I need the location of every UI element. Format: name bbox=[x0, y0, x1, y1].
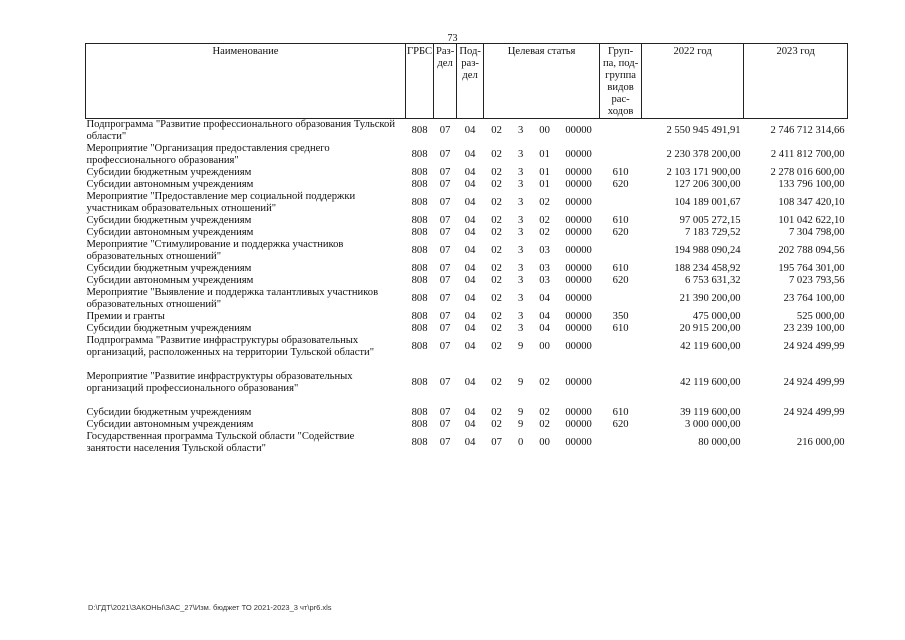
cell-podrazdel: 04 bbox=[464, 167, 476, 178]
budget-table bbox=[85, 43, 848, 455]
cell-amount-2023: 23 239 100,00 bbox=[783, 323, 845, 334]
row-name: Мероприятие "Стимулирование и поддержка участников образовательных отношений" bbox=[86, 239, 344, 262]
header-razdel: Раз- дел bbox=[434, 44, 457, 119]
cell-target-subprogram: 3 bbox=[517, 197, 524, 208]
cell-amount-2022: 2 103 171 900,00 bbox=[666, 167, 741, 178]
cell-amount-2023: 24 924 499,99 bbox=[783, 407, 845, 418]
cell-amount-2022: 127 206 300,00 bbox=[674, 179, 741, 190]
cell-target-event: 03 bbox=[539, 245, 550, 256]
row-name: Субсидии бюджетным учреждениям bbox=[86, 167, 252, 178]
row-name: Мероприятие "Выявление и поддержка талантливых участников образовательных отношений" bbox=[86, 287, 379, 310]
table-row bbox=[86, 179, 848, 191]
cell-razdel: 07 bbox=[439, 227, 451, 238]
cell-grbs: 808 bbox=[411, 179, 428, 190]
cell-podrazdel: 04 bbox=[464, 407, 476, 418]
page-number: 73 bbox=[447, 33, 458, 44]
cell-amount-2023: 7 023 793,56 bbox=[788, 275, 845, 286]
table-header-row bbox=[86, 44, 848, 119]
row-name: Субсидии бюджетным учреждениям bbox=[86, 407, 252, 418]
cell-razdel: 07 bbox=[439, 179, 451, 190]
cell-grbs: 808 bbox=[411, 377, 428, 388]
table-row bbox=[86, 335, 848, 359]
table-row bbox=[86, 263, 848, 275]
cell-grbs: 808 bbox=[411, 125, 428, 136]
cell-razdel: 07 bbox=[439, 311, 451, 322]
cell-expense-group: 620 bbox=[612, 275, 629, 286]
cell-amount-2023: 24 924 499,99 bbox=[783, 341, 845, 352]
row-name: Субсидии бюджетным учреждениям bbox=[86, 215, 252, 226]
cell-target-event: 03 bbox=[539, 263, 550, 274]
cell-grbs: 808 bbox=[411, 293, 428, 304]
cell-amount-2023: 133 796 100,00 bbox=[778, 179, 845, 190]
cell-amount-2022: 6 753 631,32 bbox=[684, 275, 741, 286]
cell-amount-2022: 3 000 000,00 bbox=[684, 419, 741, 430]
cell-target-program: 07 bbox=[491, 437, 502, 448]
table-body bbox=[86, 119, 848, 456]
row-name: Субсидии автономным учреждениям bbox=[86, 227, 254, 238]
cell-grbs: 808 bbox=[411, 341, 428, 352]
cell-razdel: 07 bbox=[439, 419, 451, 430]
header-grbs: ГРБС bbox=[406, 44, 434, 119]
cell-grbs: 808 bbox=[411, 311, 428, 322]
header-podrazdel: Под- раз- дел bbox=[457, 44, 484, 119]
cell-grbs: 808 bbox=[411, 149, 428, 160]
cell-target-subprogram: 0 bbox=[517, 437, 524, 448]
header-2022: 2022 год bbox=[642, 44, 744, 119]
cell-grbs: 808 bbox=[411, 263, 428, 274]
cell-amount-2023: 216 000,00 bbox=[796, 437, 845, 448]
cell-target-program: 02 bbox=[491, 311, 502, 322]
cell-target-subprogram: 3 bbox=[517, 125, 524, 136]
cell-amount-2022: 20 915 200,00 bbox=[679, 323, 741, 334]
row-name: Мероприятие "Организация предоставления среднего профессионального образования" bbox=[86, 143, 330, 166]
cell-target-code: 00000 bbox=[565, 311, 592, 322]
cell-expense-group: 610 bbox=[612, 215, 629, 226]
cell-target-subprogram: 9 bbox=[517, 341, 524, 352]
cell-expense-group bbox=[600, 335, 642, 359]
cell-expense-group bbox=[600, 143, 642, 167]
budget-table-container bbox=[85, 43, 848, 455]
row-name: Государственная программа Тульской области "Содействие занятости населения Тульской области" bbox=[86, 431, 355, 454]
cell-amount-2022: 188 234 458,92 bbox=[674, 263, 741, 274]
table-row bbox=[86, 311, 848, 323]
cell-razdel: 07 bbox=[439, 197, 451, 208]
cell-razdel: 07 bbox=[439, 263, 451, 274]
cell-target-subprogram: 3 bbox=[517, 275, 524, 286]
cell-expense-group: 610 bbox=[612, 167, 629, 178]
cell-podrazdel: 04 bbox=[464, 179, 476, 190]
cell-target-event: 02 bbox=[539, 197, 550, 208]
row-name: Субсидии бюджетным учреждениям bbox=[86, 323, 252, 334]
cell-target-code: 00000 bbox=[565, 179, 592, 190]
cell-target-subprogram: 3 bbox=[517, 215, 524, 226]
cell-target-subprogram: 3 bbox=[517, 293, 524, 304]
row-name: Подпрограмма "Развитие профессионального образования Тульской области" bbox=[86, 119, 395, 142]
cell-target-code: 00000 bbox=[565, 377, 592, 388]
cell-target-event: 03 bbox=[539, 275, 550, 286]
cell-amount-2023: 24 924 499,99 bbox=[783, 377, 845, 388]
cell-target-code: 00000 bbox=[565, 293, 592, 304]
cell-podrazdel: 04 bbox=[464, 341, 476, 352]
header-2023: 2023 год bbox=[744, 44, 848, 119]
cell-target-event: 02 bbox=[539, 407, 550, 418]
cell-target-subprogram: 9 bbox=[517, 377, 524, 388]
table-row bbox=[86, 431, 848, 455]
cell-amount-2023: 2 278 016 600,00 bbox=[770, 167, 845, 178]
cell-expense-group: 610 bbox=[612, 323, 629, 334]
table-row bbox=[86, 119, 848, 144]
cell-target-program: 02 bbox=[491, 227, 502, 238]
cell-target-program: 02 bbox=[491, 197, 502, 208]
cell-target-code: 00000 bbox=[565, 419, 592, 430]
cell-razdel: 07 bbox=[439, 323, 451, 334]
cell-podrazdel: 04 bbox=[464, 125, 476, 136]
cell-grbs: 808 bbox=[411, 197, 428, 208]
cell-expense-group bbox=[600, 191, 642, 215]
cell-target-program: 02 bbox=[491, 149, 502, 160]
table-row bbox=[86, 371, 848, 395]
cell-target-event: 02 bbox=[539, 215, 550, 226]
cell-target-program: 02 bbox=[491, 377, 502, 388]
cell-razdel: 07 bbox=[439, 167, 451, 178]
cell-podrazdel: 04 bbox=[464, 377, 476, 388]
cell-target-event: 00 bbox=[539, 341, 550, 352]
table-row bbox=[86, 323, 848, 335]
cell-expense-group: 620 bbox=[612, 419, 629, 430]
cell-expense-group bbox=[600, 119, 642, 144]
cell-razdel: 07 bbox=[439, 149, 451, 160]
cell-podrazdel: 04 bbox=[464, 323, 476, 334]
cell-target-event: 02 bbox=[539, 419, 550, 430]
cell-grbs: 808 bbox=[411, 407, 428, 418]
table-row bbox=[86, 419, 848, 431]
row-name: Мероприятие "Развитие инфраструктуры образовательных организаций профессионального образования" bbox=[86, 371, 353, 394]
cell-target-program: 02 bbox=[491, 341, 502, 352]
cell-amount-2023: 195 764 301,00 bbox=[778, 263, 845, 274]
cell-razdel: 07 bbox=[439, 437, 451, 448]
table-row bbox=[86, 239, 848, 263]
cell-amount-2023: 202 788 094,56 bbox=[778, 245, 845, 256]
cell-podrazdel: 04 bbox=[464, 263, 476, 274]
cell-amount-2022: 97 005 272,15 bbox=[679, 215, 741, 226]
cell-target-code: 00000 bbox=[565, 245, 592, 256]
cell-amount-2022: 2 230 378 200,00 bbox=[666, 149, 741, 160]
cell-target-code: 00000 bbox=[565, 263, 592, 274]
cell-target-event: 04 bbox=[539, 311, 550, 322]
cell-target-code: 00000 bbox=[565, 215, 592, 226]
cell-target-subprogram: 3 bbox=[517, 227, 524, 238]
cell-target-program: 02 bbox=[491, 263, 502, 274]
cell-grbs: 808 bbox=[411, 245, 428, 256]
cell-razdel: 07 bbox=[439, 125, 451, 136]
cell-target-code: 00000 bbox=[565, 125, 592, 136]
cell-amount-2023 bbox=[744, 419, 848, 431]
cell-target-event: 00 bbox=[539, 437, 550, 448]
cell-amount-2022: 475 000,00 bbox=[692, 311, 741, 322]
row-name: Премии и гранты bbox=[86, 311, 165, 322]
cell-podrazdel: 04 bbox=[464, 437, 476, 448]
table-row bbox=[86, 143, 848, 167]
cell-expense-group bbox=[600, 239, 642, 263]
cell-target-event: 01 bbox=[539, 167, 550, 178]
row-name: Мероприятие "Предоставление мер социальной поддержки участникам образовательных отношений" bbox=[86, 191, 356, 214]
cell-target-program: 02 bbox=[491, 179, 502, 190]
cell-amount-2023: 23 764 100,00 bbox=[783, 293, 845, 304]
cell-target-event: 01 bbox=[539, 179, 550, 190]
cell-razdel: 07 bbox=[439, 293, 451, 304]
cell-podrazdel: 04 bbox=[464, 197, 476, 208]
cell-target-code: 00000 bbox=[565, 149, 592, 160]
cell-target-event: 00 bbox=[539, 125, 550, 136]
cell-grbs: 808 bbox=[411, 215, 428, 226]
cell-target-program: 02 bbox=[491, 245, 502, 256]
cell-target-code: 00000 bbox=[565, 227, 592, 238]
cell-target-program: 02 bbox=[491, 323, 502, 334]
spacer-row bbox=[86, 359, 848, 371]
spacer-cell bbox=[86, 359, 848, 371]
cell-razdel: 07 bbox=[439, 377, 451, 388]
cell-expense-group: 610 bbox=[612, 263, 629, 274]
cell-target-event: 01 bbox=[539, 149, 550, 160]
cell-razdel: 07 bbox=[439, 407, 451, 418]
cell-target-program: 02 bbox=[491, 293, 502, 304]
cell-expense-group: 620 bbox=[612, 179, 629, 190]
header-group: Груп- па, под- группа видов рас- ходов bbox=[600, 44, 642, 119]
row-name: Субсидии автономным учреждениям bbox=[86, 419, 254, 430]
cell-amount-2023: 101 042 622,10 bbox=[778, 215, 845, 226]
cell-podrazdel: 04 bbox=[464, 215, 476, 226]
cell-amount-2022: 104 189 001,67 bbox=[674, 197, 741, 208]
row-name: Субсидии автономным учреждениям bbox=[86, 275, 254, 286]
table-row bbox=[86, 191, 848, 215]
cell-razdel: 07 bbox=[439, 341, 451, 352]
cell-amount-2022: 80 000,00 bbox=[698, 437, 741, 448]
cell-amount-2023: 2 411 812 700,00 bbox=[770, 149, 845, 160]
cell-target-subprogram: 9 bbox=[517, 419, 524, 430]
cell-target-code: 00000 bbox=[565, 275, 592, 286]
cell-razdel: 07 bbox=[439, 215, 451, 226]
cell-target-event: 02 bbox=[539, 377, 550, 388]
cell-expense-group bbox=[600, 431, 642, 455]
cell-target-event: 04 bbox=[539, 293, 550, 304]
cell-target-program: 02 bbox=[491, 215, 502, 226]
cell-amount-2022: 39 119 600,00 bbox=[680, 407, 741, 418]
cell-amount-2022: 2 550 945 491,91 bbox=[666, 125, 741, 136]
cell-target-code: 00000 bbox=[565, 341, 592, 352]
spacer-row bbox=[86, 395, 848, 407]
cell-expense-group: 610 bbox=[612, 407, 629, 418]
cell-target-subprogram: 3 bbox=[517, 167, 524, 178]
cell-target-subprogram: 9 bbox=[517, 407, 524, 418]
cell-podrazdel: 04 bbox=[464, 311, 476, 322]
header-target: Целевая статья bbox=[484, 44, 600, 119]
cell-target-program: 02 bbox=[491, 407, 502, 418]
cell-expense-group: 350 bbox=[612, 311, 629, 322]
cell-target-subprogram: 3 bbox=[517, 245, 524, 256]
cell-razdel: 07 bbox=[439, 275, 451, 286]
cell-target-subprogram: 3 bbox=[517, 149, 524, 160]
table-row bbox=[86, 407, 848, 419]
cell-target-code: 00000 bbox=[565, 437, 592, 448]
cell-expense-group bbox=[600, 287, 642, 311]
cell-amount-2023: 525 000,00 bbox=[796, 311, 845, 322]
cell-amount-2023: 7 304 798,00 bbox=[788, 227, 845, 238]
row-name: Подпрограмма "Развитие инфраструктуры образовательных организаций, расположенных на территории Тульской области" bbox=[86, 335, 375, 358]
table-row bbox=[86, 227, 848, 239]
cell-target-subprogram: 3 bbox=[517, 323, 524, 334]
cell-amount-2022: 42 119 600,00 bbox=[680, 377, 741, 388]
header-name: Наименование bbox=[86, 44, 406, 119]
cell-grbs: 808 bbox=[411, 275, 428, 286]
table-row bbox=[86, 287, 848, 311]
cell-target-code: 00000 bbox=[565, 167, 592, 178]
cell-target-subprogram: 3 bbox=[517, 311, 524, 322]
cell-amount-2022: 194 988 090,24 bbox=[674, 245, 741, 256]
cell-target-code: 00000 bbox=[565, 407, 592, 418]
cell-podrazdel: 04 bbox=[464, 419, 476, 430]
cell-amount-2022: 42 119 600,00 bbox=[680, 341, 741, 352]
cell-target-subprogram: 3 bbox=[517, 179, 524, 190]
cell-podrazdel: 04 bbox=[464, 245, 476, 256]
cell-amount-2022: 21 390 200,00 bbox=[679, 293, 741, 304]
cell-podrazdel: 04 bbox=[464, 293, 476, 304]
cell-target-event: 02 bbox=[539, 227, 550, 238]
cell-target-code: 00000 bbox=[565, 323, 592, 334]
cell-grbs: 808 bbox=[411, 419, 428, 430]
cell-expense-group: 620 bbox=[612, 227, 629, 238]
cell-grbs: 808 bbox=[411, 167, 428, 178]
table-row bbox=[86, 167, 848, 179]
cell-razdel: 07 bbox=[439, 245, 451, 256]
cell-target-subprogram: 3 bbox=[517, 263, 524, 274]
cell-target-program: 02 bbox=[491, 167, 502, 178]
cell-target-event: 04 bbox=[539, 323, 550, 334]
row-name: Субсидии автономным учреждениям bbox=[86, 179, 254, 190]
cell-podrazdel: 04 bbox=[464, 149, 476, 160]
row-name: Субсидии бюджетным учреждениям bbox=[86, 263, 252, 274]
file-path-footer: D:\ГДТ\2021\ЗАКОНЫ\ЗАС_27\Изм. бюджет ТО 2021-2023_3 чт\pr6.xls bbox=[88, 603, 332, 612]
cell-target-program: 02 bbox=[491, 125, 502, 136]
cell-target-code: 00000 bbox=[565, 197, 592, 208]
cell-grbs: 808 bbox=[411, 323, 428, 334]
table-row bbox=[86, 275, 848, 287]
cell-amount-2023: 2 746 712 314,66 bbox=[770, 125, 845, 136]
cell-podrazdel: 04 bbox=[464, 227, 476, 238]
table-row bbox=[86, 215, 848, 227]
cell-target-program: 02 bbox=[491, 419, 502, 430]
cell-expense-group bbox=[600, 371, 642, 395]
spacer-cell bbox=[86, 395, 848, 407]
cell-grbs: 808 bbox=[411, 437, 428, 448]
cell-podrazdel: 04 bbox=[464, 275, 476, 286]
cell-target-program: 02 bbox=[491, 275, 502, 286]
cell-amount-2022: 7 183 729,52 bbox=[684, 227, 741, 238]
cell-amount-2023: 108 347 420,10 bbox=[778, 197, 845, 208]
cell-grbs: 808 bbox=[411, 227, 428, 238]
